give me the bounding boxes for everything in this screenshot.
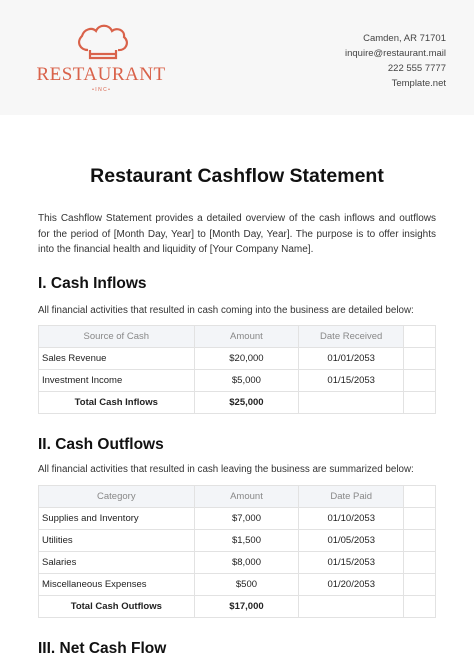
- table-cell: 01/15/2053: [299, 552, 404, 574]
- column-header-empty: [404, 486, 436, 508]
- table-cell: Supplies and Inventory: [39, 508, 195, 530]
- column-header: Amount: [194, 486, 299, 508]
- table-cell-empty: [404, 370, 436, 392]
- document-title: Restaurant Cashflow Statement: [90, 165, 384, 187]
- table-row: [39, 370, 436, 392]
- table-row: [39, 348, 436, 370]
- contact-phone: 222 555 7777: [387, 63, 446, 74]
- restaurant-logo: [36, 18, 166, 98]
- column-header: Date Received: [299, 326, 404, 348]
- total-label: Total Cash Outflows: [39, 596, 195, 618]
- cash-inflows-table: [38, 325, 436, 414]
- table-cell: 01/10/2053: [299, 508, 404, 530]
- logo-sub-text: • I N C •: [92, 87, 110, 93]
- table-cell-empty: [404, 552, 436, 574]
- table-cell: $1,500: [194, 530, 299, 552]
- contact-address: Camden, AR 71701: [363, 33, 446, 44]
- table-cell: $500: [194, 574, 299, 596]
- table-row: [39, 530, 436, 552]
- table-cell: Investment Income: [39, 370, 195, 392]
- table-cell: 01/05/2053: [299, 530, 404, 552]
- table-cell: Utilities: [39, 530, 195, 552]
- table-cell-empty: [404, 574, 436, 596]
- table-cell-empty: [404, 530, 436, 552]
- letterhead: [0, 0, 474, 115]
- intro-paragraph: This Cashflow Statement provides a detailed overview of the cash inflows and outflows for the period of [Month Day, Year] to [Month Day, Year]. The purpose is to offer insights into the financial health and liquidity of [Your Company Name].: [38, 213, 436, 255]
- contact-email: inquire@restaurant.mail: [345, 48, 446, 59]
- table-header-row: [39, 326, 436, 348]
- table-cell: $8,000: [194, 552, 299, 574]
- contact-info: [345, 31, 446, 91]
- column-header: Amount: [194, 326, 299, 348]
- total-amount: $17,000: [194, 596, 299, 618]
- table-cell-empty: [404, 508, 436, 530]
- table-cell: Salaries: [39, 552, 195, 574]
- table-cell: 01/01/2053: [299, 348, 404, 370]
- total-amount: $25,000: [194, 392, 299, 414]
- section-description-outflows: All financial activities that resulted in cash leaving the business are summarized below:: [38, 464, 414, 475]
- table-cell-empty: [404, 596, 436, 618]
- table-cell: $20,000: [194, 348, 299, 370]
- logo-main-text: RESTAURANT: [36, 64, 166, 85]
- table-total-row: [39, 392, 436, 414]
- table-cell: 01/15/2053: [299, 370, 404, 392]
- section-heading-outflows: II. Cash Outflows: [38, 436, 164, 453]
- table-cell: Miscellaneous Expenses: [39, 574, 195, 596]
- section-description-inflows: All financial activities that resulted in cash coming into the business are detailed below:: [38, 305, 414, 316]
- total-label: Total Cash Inflows: [39, 392, 195, 414]
- table-row: [39, 552, 436, 574]
- table-row: [39, 574, 436, 596]
- column-header-empty: [404, 326, 436, 348]
- chef-hat-logo-icon: [36, 18, 166, 98]
- column-header: Date Paid: [299, 486, 404, 508]
- table-cell-empty: [299, 392, 404, 414]
- table-cell-empty: [404, 348, 436, 370]
- table-total-row: [39, 596, 436, 618]
- table-header-row: [39, 486, 436, 508]
- table-cell: $7,000: [194, 508, 299, 530]
- contact-website: Template.net: [391, 78, 446, 89]
- cash-outflows-table: [38, 485, 436, 618]
- table-cell: Sales Revenue: [39, 348, 195, 370]
- table-cell: $5,000: [194, 370, 299, 392]
- table-cell: 01/20/2053: [299, 574, 404, 596]
- column-header: Category: [39, 486, 195, 508]
- table-cell-empty: [299, 596, 404, 618]
- table-cell-empty: [404, 392, 436, 414]
- column-header: Source of Cash: [39, 326, 195, 348]
- section-heading-net-cash-flow: III. Net Cash Flow: [38, 640, 167, 657]
- table-row: [39, 508, 436, 530]
- section-heading-inflows: I. Cash Inflows: [38, 275, 147, 292]
